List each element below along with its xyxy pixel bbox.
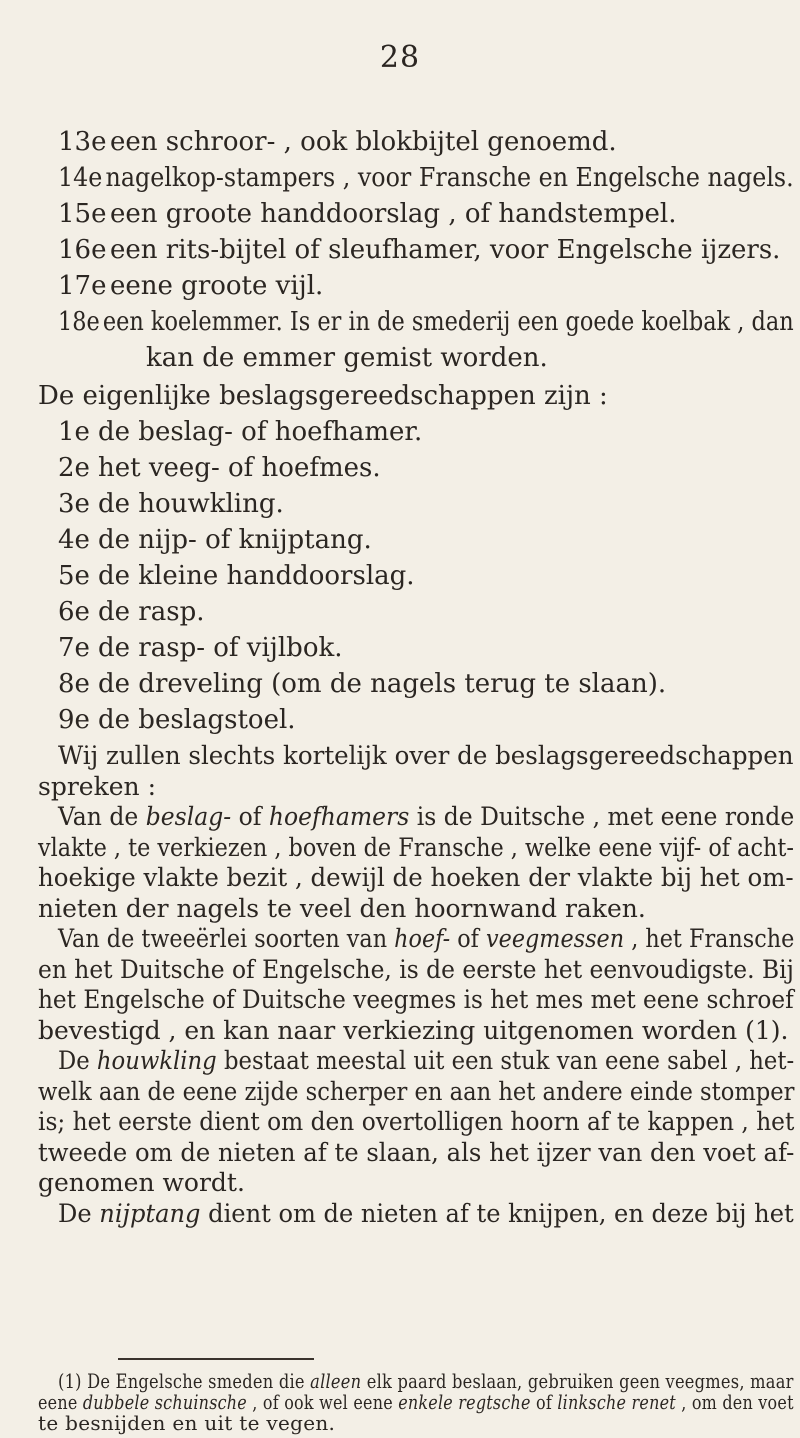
- list-item: [58, 450, 381, 486]
- paragraph-line: genomen wordt.: [38, 1168, 245, 1197]
- text-run: bestaat meestal uit een stuk van eene sabel , het-: [216, 1046, 795, 1075]
- list-item: [58, 558, 415, 594]
- italic-term: beslag-: [145, 802, 232, 831]
- footnote-italic: alleen: [310, 1369, 362, 1393]
- page-number: 28: [379, 40, 421, 75]
- paragraph-line: nieten der nagels te veel den hoornwand raken.: [38, 894, 646, 923]
- footnote-italic: linksche renet: [557, 1390, 676, 1414]
- italic-term: nijptang: [99, 1199, 201, 1228]
- italic-term: hoef-: [394, 924, 451, 953]
- footnote-rule: [118, 1358, 314, 1360]
- paragraph-line: [58, 1196, 794, 1232]
- footnote-text: , of ook wel eene: [246, 1390, 399, 1414]
- italic-term: hoefhamers: [268, 802, 410, 831]
- italic-term: veegmessen: [486, 924, 625, 953]
- text-run: , het Fransche: [624, 924, 795, 953]
- item-text: de rasp- of vijlbok.: [98, 633, 343, 663]
- list-item: [58, 196, 677, 232]
- list-item: [58, 124, 617, 160]
- paragraph-line: is; het eerste dient om den overtolligen hoorn af te kappen , het: [38, 1107, 795, 1136]
- text-run: Van de tweeërlei soorten van: [58, 924, 395, 953]
- list-item: [58, 160, 794, 196]
- item-number: 15e: [58, 199, 107, 229]
- list-item: [58, 666, 666, 702]
- footnote-text: te besnijden en uit te vegen.: [38, 1411, 336, 1435]
- text-run: De: [58, 1199, 100, 1228]
- item-number: 1e: [58, 417, 90, 447]
- item-text: nagelkop-stampers , voor Fransche en Engelsche nagels.: [105, 163, 794, 193]
- list-item: [58, 414, 422, 450]
- footnote-italic: enkele regtsche: [398, 1390, 531, 1414]
- item-number: 16e: [58, 235, 107, 265]
- item-text: de rasp.: [98, 597, 205, 627]
- item-number: 17e: [58, 271, 107, 301]
- text-run: Van de: [58, 802, 146, 831]
- item-text: de nijp- of knijptang.: [98, 525, 372, 555]
- paragraph-line: bevestigd , en kan naar verkiezing uitgenomen worden (1).: [38, 1016, 789, 1045]
- text-run: De: [58, 1046, 97, 1075]
- list-item: [58, 304, 794, 340]
- list-item: [58, 268, 323, 304]
- text-run: is de Duitsche , met eene ronde: [409, 802, 795, 831]
- footnote-line: [38, 1408, 335, 1438]
- list-item: [58, 232, 780, 268]
- list-item: [58, 594, 204, 630]
- footnote-text: elk paard beslaan, gebruiken geen veegmes, maar: [361, 1369, 794, 1393]
- list-item: [58, 486, 284, 522]
- footnote-text: of: [530, 1390, 558, 1414]
- item-text: de kleine handdoorslag.: [98, 561, 415, 591]
- item-number: 13e: [58, 127, 107, 157]
- item-text: een koelemmer. Is er in de smederij een goede koelbak , dan: [102, 307, 794, 337]
- item-text: een rits-bijtel of sleufhamer, voor Engelsche ijzers.: [110, 235, 781, 265]
- item-number: 4e: [58, 525, 90, 555]
- item-text: de houwkling.: [98, 489, 284, 519]
- text-run: of: [231, 802, 269, 831]
- paragraph-line: spreken :: [38, 772, 156, 801]
- paragraph-line: het Engelsche of Duitsche veegmes is het mes met eene schroef: [38, 985, 794, 1014]
- paragraph-line: en het Duitsche of Engelsche, is de eerste het eenvoudigste. Bij: [38, 955, 794, 984]
- item-text: de dreveling (om de nagels terug te slaan).: [98, 669, 667, 699]
- paragraph-line: vlakte , te verkiezen , boven de Fransche , welke eene vijf- of acht-: [38, 833, 794, 862]
- item-text: de beslagstoel.: [98, 705, 296, 735]
- item-number: 5e: [58, 561, 90, 591]
- footnote-text: eene: [38, 1390, 83, 1414]
- list-item-continuation: kan de emmer gemist worden.: [146, 343, 548, 373]
- list-item: [58, 702, 296, 738]
- paragraph-line: Wij zullen slechts kortelijk over de beslagsgereedschappen: [58, 741, 794, 770]
- item-text: een groote handdoorslag , of handstempel.: [110, 199, 677, 229]
- item-text: een schroor- , ook blokbijtel genoemd.: [110, 127, 617, 157]
- list-item: [58, 630, 343, 666]
- footnote-text: , om den voet: [675, 1390, 794, 1414]
- item-number: 3e: [58, 489, 90, 519]
- paragraph-line: hoekige vlakte bezit , dewijl de hoeken der vlakte bij het om-: [38, 863, 794, 892]
- paragraph-line: tweede om de nieten af te slaan, als het ijzer van den voet af-: [38, 1138, 795, 1167]
- item-number: 7e: [58, 633, 90, 663]
- item-number: 6e: [58, 597, 90, 627]
- text-run: dient om de nieten af te knijpen, en deze bij het: [200, 1199, 794, 1228]
- footnote-text: (1) De Engelsche smeden die: [58, 1369, 311, 1393]
- item-number: 9e: [58, 705, 90, 735]
- footnote-italic: dubbele schuinsche: [82, 1390, 247, 1414]
- item-text: de beslag- of hoefhamer.: [98, 417, 423, 447]
- item-number: 2e: [58, 453, 90, 483]
- text-run: of: [450, 924, 487, 953]
- item-number: 14e: [58, 163, 103, 193]
- item-number: 18e: [58, 307, 100, 337]
- item-number: 8e: [58, 669, 90, 699]
- paragraph-line: welk aan de eene zijde scherper en aan het andere einde stomper: [38, 1077, 795, 1106]
- italic-term: houwkling: [96, 1046, 217, 1075]
- list-item: [58, 522, 372, 558]
- section-intro: De eigenlijke beslagsgereedschappen zijn :: [38, 381, 608, 411]
- item-text: eene groote vijl.: [110, 271, 324, 301]
- item-text: het veeg- of hoefmes.: [98, 453, 381, 483]
